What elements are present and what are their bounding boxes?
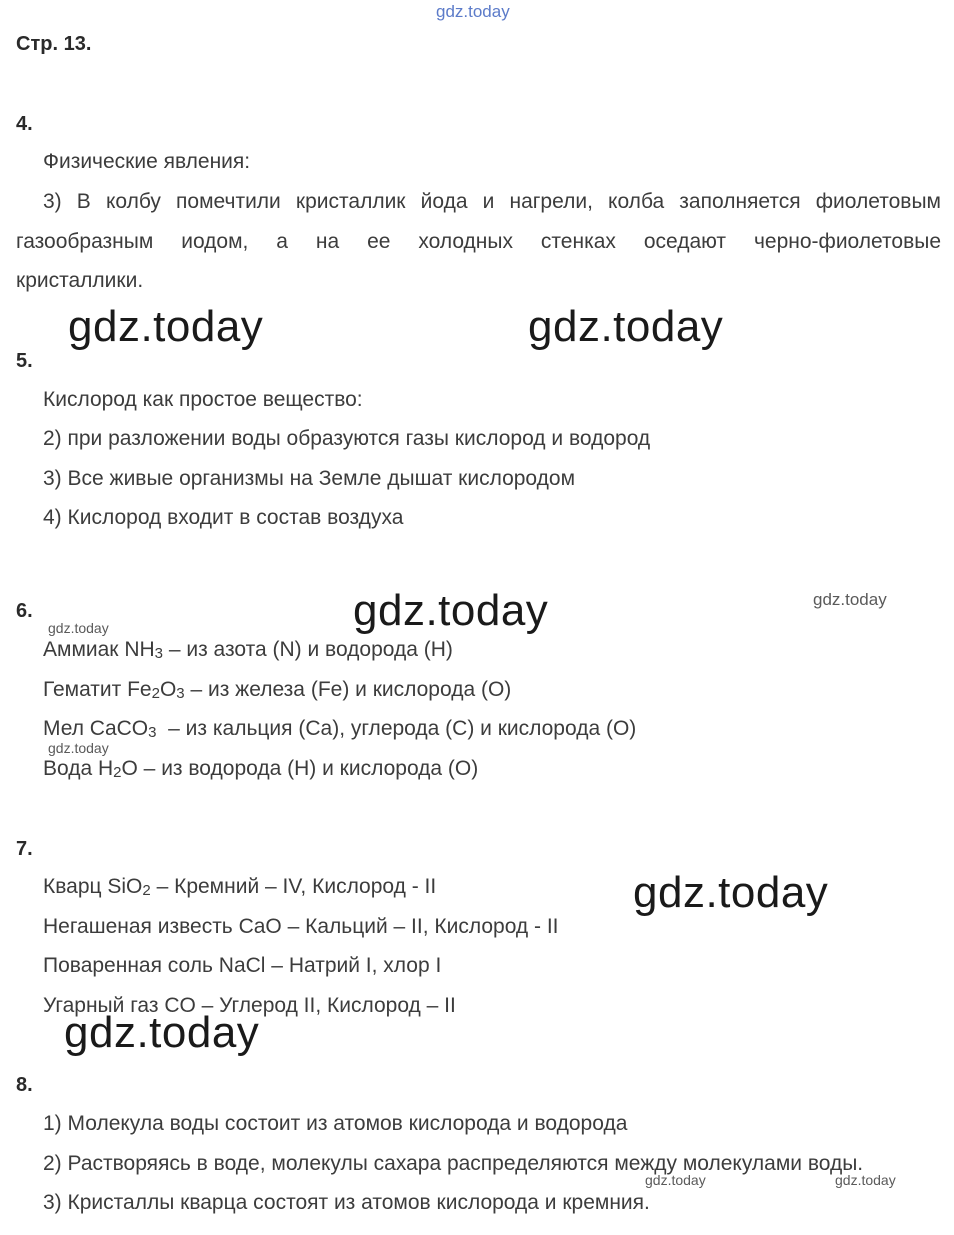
watermark-big: gdz.today <box>528 302 724 351</box>
watermark-small: gdz.today <box>835 1172 896 1188</box>
task-4-number: 4. <box>16 113 33 135</box>
task-8-item: 3) Кристаллы кварца состоят из атомов кислорода и кремния. <box>43 1191 650 1214</box>
task-5-item: 3) Все живые организмы на Земле дышат кислородом <box>43 467 576 490</box>
watermark-top: gdz.today <box>436 2 510 21</box>
task-6-item: Вода $H_2O$ – из водорода (H) и кислорода (O) <box>43 757 479 781</box>
task-7-number: 7. <box>16 838 33 860</box>
task-4-line-1: 3) В колбу помечтили кристаллик йода и нагрели, колба заполняется фиолетовым <box>43 190 941 213</box>
watermark-big: gdz.today <box>633 868 829 917</box>
task-5-item: 4) Кислород входит в состав воздуха <box>43 506 404 529</box>
watermark-big: gdz.today <box>68 302 264 351</box>
task-6-item: Гематит $Fe_2O_3$ – из железа (Fe) и кислорода (O) <box>43 678 512 702</box>
watermark-big: gdz.today <box>64 1008 260 1057</box>
watermark-small: gdz.today <box>48 620 109 636</box>
watermark-small: gdz.today <box>48 740 109 756</box>
task-4-line-3: кристаллики. <box>16 269 144 292</box>
task-5-heading: Кислород как простое вещество: <box>43 388 363 411</box>
task-4-heading: Физические явления: <box>43 150 251 173</box>
task-7-item: Кварц SiO$_2$ – Кремний – IV, Кислород - II <box>43 875 437 899</box>
watermark-small: gdz.today <box>645 1172 706 1188</box>
task-4-line-2: газообразным иодом, а на ее холодных стенках оседают черно-фиолетовые <box>16 230 941 253</box>
task-7-item: Поваренная соль NaCl – Натрий I, хлор I <box>43 954 442 977</box>
task-7-item: Угарный газ CO – Углерод II, Кислород – II <box>43 994 456 1017</box>
task-6-item: Аммиак $NH_3$ – из азота (N) и водорода (H) <box>43 638 453 662</box>
task-6-item: Мел CaCO$_3$ – из кальция (Ca), углерода (C) и кислорода (O) <box>43 717 637 741</box>
task-5-item: 2) при разложении воды образуются газы кислород и водород <box>43 427 651 450</box>
task-7-item: Негашеная известь CaO – Кальций – II, Кислород - II <box>43 915 559 938</box>
task-5-number: 5. <box>16 350 33 372</box>
task-6-number: 6. <box>16 600 33 622</box>
watermark-small: gdz.today <box>813 590 887 609</box>
page-title: Стр. 13. <box>16 33 92 55</box>
task-8-item: 2) Растворяясь в воде, молекулы сахара распределяются между молекулами воды. <box>43 1152 864 1175</box>
watermark-big: gdz.today <box>353 586 549 635</box>
task-8-number: 8. <box>16 1074 33 1096</box>
task-8-item: 1) Молекула воды состоит из атомов кислорода и водорода <box>43 1112 628 1135</box>
